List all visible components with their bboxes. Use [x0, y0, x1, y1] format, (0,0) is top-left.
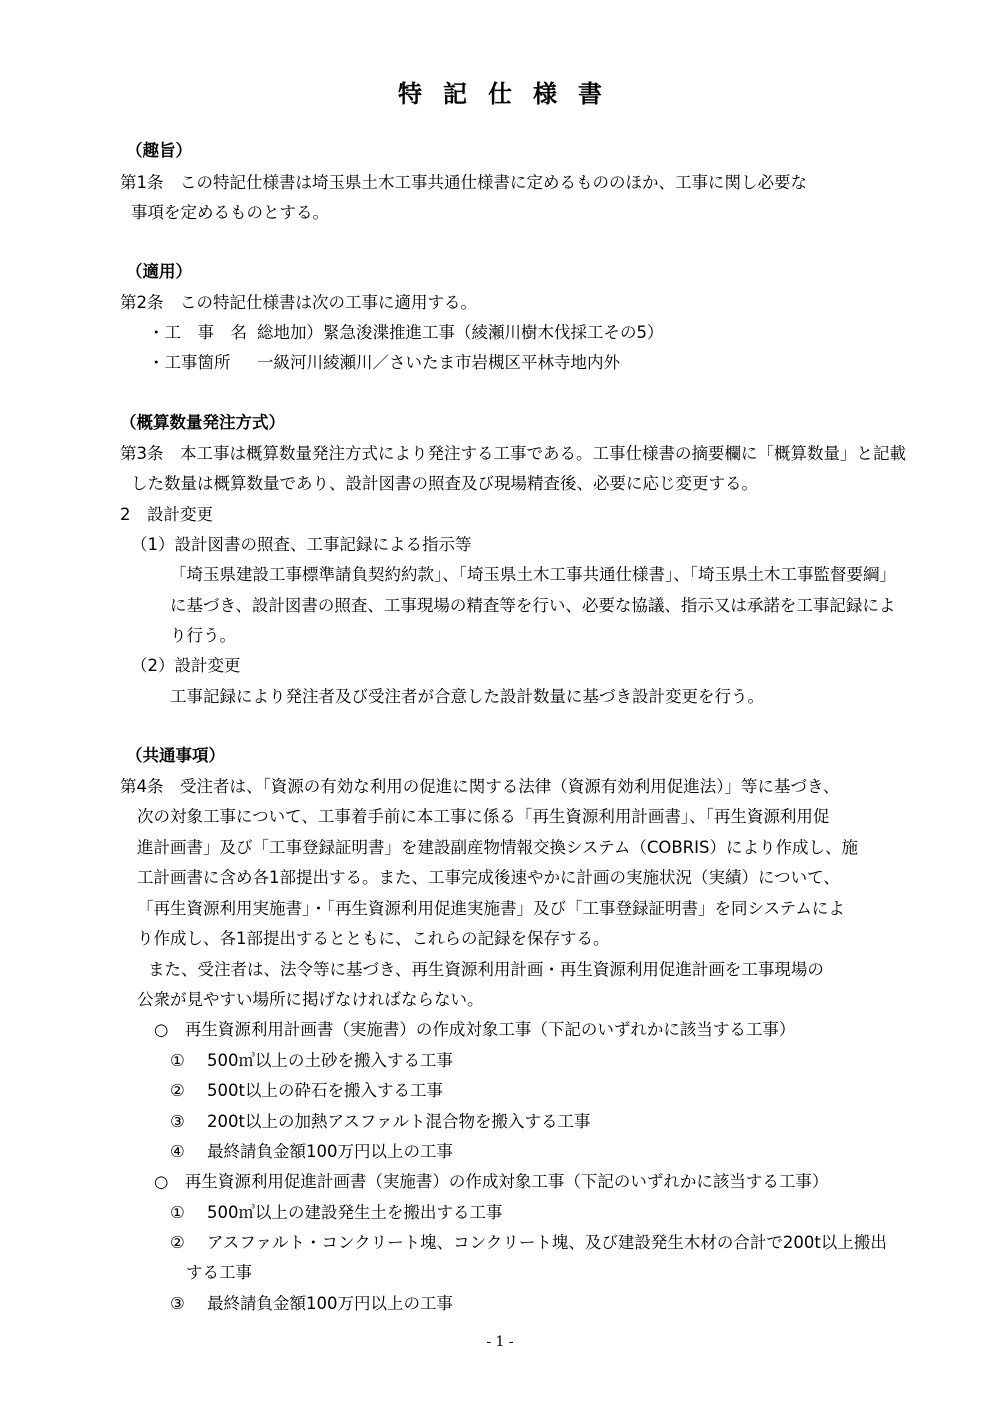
list-b-number: ② [170, 1233, 185, 1252]
list-b-item-continuation: する工事 [186, 1263, 252, 1282]
article-4-line: り作成し、各1部提出するとともに、これらの記録を保存する。 [137, 929, 610, 948]
list-b-number: ① [170, 1203, 185, 1222]
subsection-2-line: 工事記録により発注者及び受注者が合意した設計数量に基づき設計変更を行う。 [170, 687, 764, 706]
article-4-line: 工計画書に含め各1部提出する。また、工事完成後速やかに計画の実施状況（実績）について、 [137, 868, 840, 887]
subsection-1-line: に基づき、設計図書の照査、工事現場の精査等を行い、必要な協議、指示又は承諾を工事記録によ [170, 596, 896, 615]
list-a-number: ③ [170, 1112, 185, 1131]
list-b-number: ③ [170, 1294, 185, 1313]
list-b-item: 500㎥以上の建設発生土を搬出する工事 [207, 1203, 503, 1222]
section-heading-application: （適用） [126, 262, 192, 281]
work-location-label: ・工事箇所 [148, 353, 231, 372]
subsection-1-line: 「埼玉県建設工事標準請負契約約款」、「埼玉県土木工事共通仕様書」、「埼玉県土木工事監督要綱」 [170, 565, 896, 584]
section-heading-approx-quantity: （概算数量発注方式） [120, 413, 285, 432]
list-b-title: ○ 再生資源利用促進計画書（実施書）の作成対象工事（下記のいずれかに該当する工事） [154, 1172, 829, 1191]
list-a-item: 200t以上の加熱アスファルト混合物を搬入する工事 [207, 1112, 591, 1131]
list-a-title: ○ 再生資源利用計画書（実施書）の作成対象工事（下記のいずれかに該当する工事） [154, 1020, 796, 1039]
article-3-line: 第3条 本工事は概算数量発注方式により発注する工事である。工事仕様書の摘要欄に「概算数量」と記載 [120, 444, 906, 463]
list-a-number: ④ [170, 1142, 185, 1161]
article-4-line: 第4条 受注者は、「資源の有効な利用の促進に関する法律（資源有効利用促進法）」等に基づき、 [120, 777, 840, 796]
subsection-2-heading: （2）設計変更 [131, 656, 241, 675]
article-4-line: また、受注者は、法令等に基づき、再生資源利用計画・再生資源利用促進計画を工事現場の [148, 960, 824, 979]
subsection-1-heading: （1）設計図書の照査、工事記録による指示等 [131, 535, 472, 554]
article-1-line: 事項を定めるものとする。 [131, 203, 329, 222]
page-number: - 1 - [486, 1334, 514, 1350]
list-b-item: 最終請負金額100万円以上の工事 [207, 1294, 453, 1313]
list-a-item: 500㎥以上の土砂を搬入する工事 [207, 1051, 453, 1070]
article-4-line: 進計画書」及び「工事登録証明書」を建設副産物情報交換システム（COBRIS）により作成し、施 [137, 838, 858, 857]
list-a-item: 最終請負金額100万円以上の工事 [207, 1142, 453, 1161]
article-3-paragraph-2: 2 設計変更 [120, 505, 213, 524]
subsection-1-line: り行う。 [170, 626, 236, 645]
document-title: 特記仕様書 [398, 80, 623, 108]
list-a-item: 500t以上の砕石を搬入する工事 [207, 1081, 443, 1100]
list-a-number: ② [170, 1081, 185, 1100]
section-heading-common-matters: （共通事項） [126, 746, 225, 765]
article-4-line: 「再生資源利用実施書」・「再生資源利用促進実施書」及び「工事登録証明書」を同システムによ [137, 899, 845, 918]
list-b-item: アスファルト・コンクリート塊、コンクリート塊、及び建設発生木材の合計で200t以上搬出 [207, 1233, 887, 1252]
article-4-line: 公衆が見やすい場所に掲げなければならない。 [137, 990, 484, 1009]
article-3-line: した数量は概算数量であり、設計図書の照査及び現場精査後、必要に応じ変更する。 [131, 474, 758, 493]
work-name-value: 総地加）緊急浚渫推進工事（綾瀬川樹木伐採工その5） [257, 323, 664, 342]
article-2-line: 第2条 この特記仕様書は次の工事に適用する。 [120, 293, 477, 312]
article-4-line: 次の対象工事について、工事着手前に本工事に係る「再生資源利用計画書」、「再生資源利用促 [137, 807, 830, 826]
list-a-number: ① [170, 1051, 185, 1070]
work-name-label: ・工 事 名 [148, 323, 247, 342]
work-location-value: 一級河川綾瀬川／さいたま市岩槻区平林寺地内外 [257, 353, 620, 372]
article-1-line: 第1条 この特記仕様書は埼玉県土木工事共通仕様書に定めるもののほか、工事に関し必要な [120, 173, 807, 192]
section-heading-purpose: （趣旨） [126, 141, 192, 160]
